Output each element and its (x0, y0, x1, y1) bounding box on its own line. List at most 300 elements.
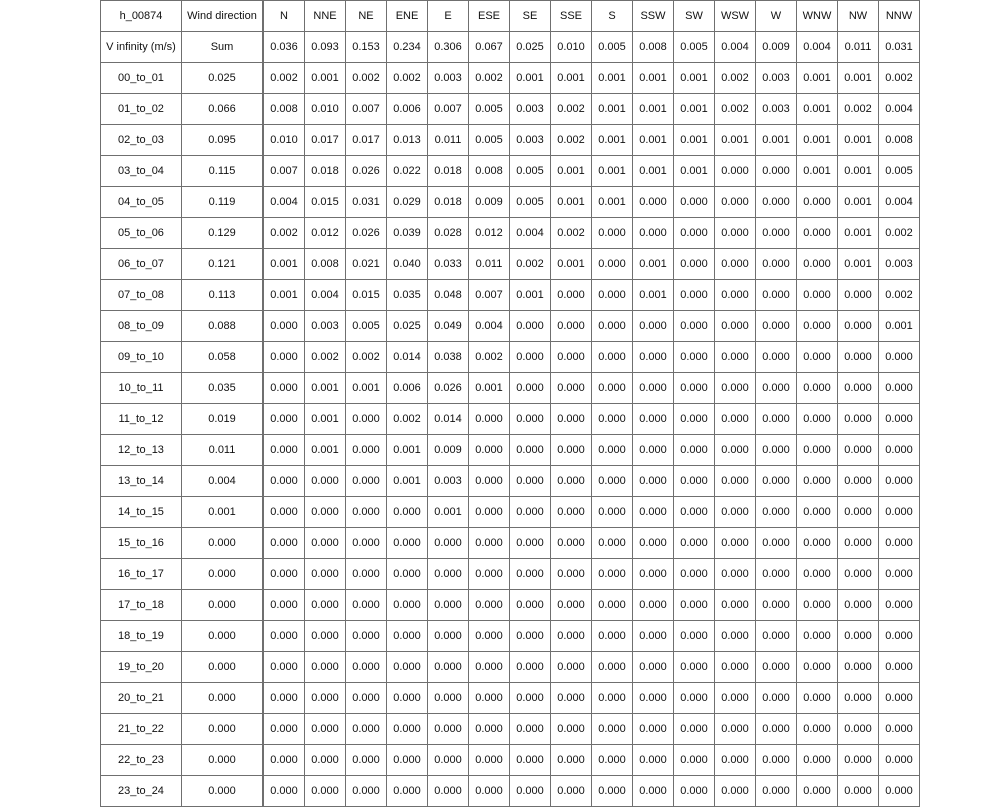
frequency-cell: 0.000 (592, 776, 633, 807)
frequency-cell: 0.000 (510, 528, 551, 559)
direction-sum: 0.153 (346, 32, 387, 63)
frequency-cell: 0.001 (838, 187, 879, 218)
frequency-cell: 0.000 (263, 590, 305, 621)
frequency-cell: 0.000 (715, 652, 756, 683)
frequency-cell: 0.000 (838, 342, 879, 373)
frequency-cell: 0.018 (305, 156, 346, 187)
frequency-cell: 0.000 (305, 652, 346, 683)
frequency-cell: 0.001 (305, 435, 346, 466)
frequency-cell: 0.003 (510, 125, 551, 156)
frequency-cell: 0.000 (387, 497, 428, 528)
frequency-cell: 0.000 (674, 528, 715, 559)
frequency-cell: 0.000 (715, 621, 756, 652)
frequency-cell: 0.000 (756, 652, 797, 683)
direction-heading-ne: NE (346, 1, 387, 32)
direction-sum: 0.005 (592, 32, 633, 63)
table-row (101, 342, 920, 373)
table-row (101, 125, 920, 156)
frequency-cell: 0.000 (633, 404, 674, 435)
frequency-cell: 0.000 (305, 745, 346, 776)
frequency-cell: 0.000 (510, 404, 551, 435)
frequency-cell: 0.001 (592, 156, 633, 187)
frequency-cell: 0.000 (263, 528, 305, 559)
frequency-cell: 0.000 (592, 590, 633, 621)
frequency-cell: 0.000 (551, 435, 592, 466)
frequency-cell: 0.000 (551, 559, 592, 590)
frequency-cell: 0.000 (838, 404, 879, 435)
frequency-cell: 0.000 (387, 683, 428, 714)
frequency-cell: 0.001 (797, 63, 838, 94)
frequency-cell: 0.000 (715, 714, 756, 745)
frequency-cell: 0.000 (756, 435, 797, 466)
frequency-cell: 0.000 (715, 683, 756, 714)
frequency-cell: 0.000 (469, 559, 510, 590)
direction-heading-sw: SW (674, 1, 715, 32)
speed-bin-label: 23_to_24 (101, 776, 182, 807)
frequency-cell: 0.000 (674, 187, 715, 218)
frequency-cell: 0.008 (263, 94, 305, 125)
frequency-cell: 0.000 (263, 342, 305, 373)
frequency-cell: 0.000 (797, 342, 838, 373)
speed-bin-label: 13_to_14 (101, 466, 182, 497)
frequency-cell: 0.001 (305, 404, 346, 435)
speed-bin-label: 12_to_13 (101, 435, 182, 466)
frequency-cell: 0.000 (879, 776, 920, 807)
frequency-cell: 0.000 (592, 714, 633, 745)
frequency-cell: 0.000 (510, 776, 551, 807)
frequency-cell: 0.000 (263, 745, 305, 776)
direction-sum: 0.025 (510, 32, 551, 63)
frequency-cell: 0.000 (715, 745, 756, 776)
frequency-cell: 0.000 (263, 466, 305, 497)
frequency-cell: 0.000 (551, 683, 592, 714)
frequency-cell: 0.000 (797, 218, 838, 249)
frequency-cell: 0.000 (797, 249, 838, 280)
frequency-cell: 0.000 (838, 745, 879, 776)
frequency-cell: 0.008 (469, 156, 510, 187)
frequency-cell: 0.000 (551, 342, 592, 373)
direction-sum: 0.010 (551, 32, 592, 63)
frequency-cell: 0.000 (387, 776, 428, 807)
frequency-cell: 0.000 (797, 435, 838, 466)
frequency-cell: 0.000 (756, 218, 797, 249)
frequency-cell: 0.000 (428, 776, 469, 807)
frequency-cell: 0.002 (551, 125, 592, 156)
direction-heading-ssw: SSW (633, 1, 674, 32)
frequency-cell: 0.000 (551, 404, 592, 435)
direction-heading-nw: NW (838, 1, 879, 32)
speed-bin-label: 15_to_16 (101, 528, 182, 559)
frequency-cell: 0.000 (715, 373, 756, 404)
frequency-cell: 0.000 (263, 652, 305, 683)
frequency-cell: 0.004 (305, 280, 346, 311)
frequency-cell: 0.001 (592, 94, 633, 125)
frequency-cell: 0.000 (469, 435, 510, 466)
frequency-cell: 0.000 (797, 528, 838, 559)
direction-heading-ese: ESE (469, 1, 510, 32)
frequency-cell: 0.000 (551, 652, 592, 683)
frequency-cell: 0.000 (346, 745, 387, 776)
table-row (101, 590, 920, 621)
frequency-cell: 0.010 (263, 125, 305, 156)
frequency-cell: 0.014 (387, 342, 428, 373)
frequency-cell: 0.000 (838, 559, 879, 590)
frequency-cell: 0.000 (633, 373, 674, 404)
table-row (101, 745, 920, 776)
frequency-cell: 0.000 (592, 683, 633, 714)
frequency-cell: 0.003 (305, 311, 346, 342)
frequency-cell: 0.000 (797, 280, 838, 311)
frequency-cell: 0.000 (305, 528, 346, 559)
frequency-cell: 0.000 (469, 652, 510, 683)
frequency-cell: 0.000 (756, 280, 797, 311)
frequency-cell: 0.004 (879, 94, 920, 125)
frequency-cell: 0.000 (510, 745, 551, 776)
frequency-cell: 0.029 (387, 187, 428, 218)
row-sum: 0.066 (182, 94, 264, 125)
row-sum: 0.025 (182, 63, 264, 94)
speed-bin-label: 02_to_03 (101, 125, 182, 156)
frequency-cell: 0.033 (428, 249, 469, 280)
frequency-cell: 0.000 (633, 745, 674, 776)
frequency-cell: 0.017 (346, 125, 387, 156)
corner-label: h_00874 (101, 1, 182, 32)
frequency-cell: 0.028 (428, 218, 469, 249)
frequency-cell: 0.000 (756, 559, 797, 590)
direction-sum: 0.004 (715, 32, 756, 63)
frequency-cell: 0.000 (551, 497, 592, 528)
frequency-cell: 0.004 (510, 218, 551, 249)
frequency-cell: 0.000 (592, 311, 633, 342)
frequency-cell: 0.040 (387, 249, 428, 280)
frequency-cell: 0.000 (469, 714, 510, 745)
frequency-cell: 0.000 (305, 590, 346, 621)
frequency-cell: 0.001 (715, 125, 756, 156)
frequency-cell: 0.000 (715, 342, 756, 373)
speed-bin-label: 00_to_01 (101, 63, 182, 94)
frequency-cell: 0.000 (510, 621, 551, 652)
frequency-cell: 0.000 (756, 342, 797, 373)
frequency-cell: 0.000 (633, 311, 674, 342)
table-row (101, 683, 920, 714)
frequency-cell: 0.000 (715, 466, 756, 497)
frequency-cell: 0.000 (387, 559, 428, 590)
direction-sum: 0.008 (633, 32, 674, 63)
frequency-cell: 0.000 (263, 714, 305, 745)
frequency-cell: 0.000 (469, 590, 510, 621)
table-row (101, 404, 920, 435)
frequency-cell: 0.014 (428, 404, 469, 435)
frequency-cell: 0.000 (551, 528, 592, 559)
frequency-cell: 0.001 (551, 187, 592, 218)
frequency-cell: 0.011 (469, 249, 510, 280)
frequency-cell: 0.000 (756, 404, 797, 435)
header-row (101, 1, 920, 32)
direction-heading-nnw: NNW (879, 1, 920, 32)
frequency-cell: 0.003 (756, 63, 797, 94)
frequency-cell: 0.012 (305, 218, 346, 249)
frequency-cell: 0.000 (674, 280, 715, 311)
frequency-cell: 0.000 (633, 528, 674, 559)
frequency-cell: 0.002 (715, 63, 756, 94)
frequency-cell: 0.000 (592, 373, 633, 404)
frequency-cell: 0.021 (346, 249, 387, 280)
frequency-cell: 0.000 (756, 249, 797, 280)
frequency-cell: 0.000 (592, 559, 633, 590)
speed-bin-label: 14_to_15 (101, 497, 182, 528)
frequency-cell: 0.000 (387, 528, 428, 559)
table-body (101, 1, 920, 807)
row-sum: 0.121 (182, 249, 264, 280)
frequency-cell: 0.000 (551, 311, 592, 342)
frequency-cell: 0.000 (797, 745, 838, 776)
frequency-cell: 0.000 (551, 280, 592, 311)
frequency-cell: 0.035 (387, 280, 428, 311)
frequency-cell: 0.000 (674, 466, 715, 497)
frequency-cell: 0.000 (592, 745, 633, 776)
frequency-cell: 0.008 (879, 125, 920, 156)
speed-bin-label: 18_to_19 (101, 621, 182, 652)
frequency-cell: 0.000 (387, 590, 428, 621)
frequency-cell: 0.001 (592, 187, 633, 218)
frequency-cell: 0.000 (797, 311, 838, 342)
frequency-cell: 0.000 (305, 683, 346, 714)
frequency-cell: 0.002 (305, 342, 346, 373)
table-row (101, 373, 920, 404)
frequency-cell: 0.002 (510, 249, 551, 280)
frequency-cell: 0.000 (797, 683, 838, 714)
frequency-cell: 0.000 (797, 373, 838, 404)
frequency-cell: 0.000 (592, 652, 633, 683)
direction-sum: 0.004 (797, 32, 838, 63)
frequency-cell: 0.000 (428, 683, 469, 714)
direction-heading-nne: NNE (305, 1, 346, 32)
frequency-cell: 0.000 (469, 404, 510, 435)
frequency-cell: 0.000 (674, 311, 715, 342)
frequency-cell: 0.000 (674, 621, 715, 652)
frequency-cell: 0.026 (346, 218, 387, 249)
frequency-cell: 0.000 (263, 776, 305, 807)
frequency-cell: 0.001 (838, 156, 879, 187)
frequency-cell: 0.000 (838, 373, 879, 404)
frequency-cell: 0.000 (838, 435, 879, 466)
frequency-cell: 0.001 (510, 280, 551, 311)
table-row (101, 249, 920, 280)
speed-header: V infinity (m/s) (101, 32, 182, 63)
speed-bin-label: 04_to_05 (101, 187, 182, 218)
frequency-cell: 0.001 (674, 125, 715, 156)
frequency-cell: 0.001 (551, 63, 592, 94)
frequency-cell: 0.001 (797, 125, 838, 156)
frequency-cell: 0.000 (592, 528, 633, 559)
frequency-cell: 0.000 (469, 683, 510, 714)
frequency-cell: 0.000 (346, 652, 387, 683)
frequency-cell: 0.000 (879, 404, 920, 435)
frequency-cell: 0.000 (715, 311, 756, 342)
frequency-cell: 0.000 (263, 559, 305, 590)
frequency-cell: 0.000 (838, 497, 879, 528)
frequency-cell: 0.001 (633, 63, 674, 94)
frequency-cell: 0.001 (674, 94, 715, 125)
frequency-cell: 0.000 (838, 311, 879, 342)
frequency-cell: 0.000 (592, 497, 633, 528)
table-row (101, 435, 920, 466)
frequency-cell: 0.000 (879, 714, 920, 745)
frequency-cell: 0.000 (715, 590, 756, 621)
frequency-cell: 0.000 (592, 621, 633, 652)
frequency-cell: 0.000 (346, 528, 387, 559)
row-sum: 0.113 (182, 280, 264, 311)
frequency-cell: 0.000 (756, 187, 797, 218)
frequency-cell: 0.000 (510, 559, 551, 590)
frequency-cell: 0.000 (633, 342, 674, 373)
frequency-cell: 0.000 (756, 776, 797, 807)
frequency-cell: 0.000 (510, 373, 551, 404)
frequency-cell: 0.000 (879, 621, 920, 652)
frequency-cell: 0.002 (879, 218, 920, 249)
frequency-cell: 0.000 (879, 559, 920, 590)
frequency-cell: 0.000 (263, 404, 305, 435)
frequency-cell: 0.009 (469, 187, 510, 218)
frequency-cell: 0.000 (838, 714, 879, 745)
frequency-cell: 0.000 (428, 714, 469, 745)
speed-bin-label: 01_to_02 (101, 94, 182, 125)
frequency-cell: 0.011 (428, 125, 469, 156)
frequency-cell: 0.000 (838, 776, 879, 807)
frequency-cell: 0.000 (756, 683, 797, 714)
frequency-cell: 0.000 (797, 714, 838, 745)
frequency-cell: 0.000 (674, 745, 715, 776)
frequency-cell: 0.001 (510, 63, 551, 94)
frequency-cell: 0.000 (510, 683, 551, 714)
frequency-cell: 0.000 (674, 590, 715, 621)
frequency-cell: 0.001 (387, 466, 428, 497)
row-sum: 0.019 (182, 404, 264, 435)
row-sum: 0.095 (182, 125, 264, 156)
frequency-cell: 0.015 (305, 187, 346, 218)
frequency-cell: 0.000 (674, 683, 715, 714)
row-sum: 0.058 (182, 342, 264, 373)
frequency-cell: 0.000 (510, 311, 551, 342)
frequency-cell: 0.000 (469, 621, 510, 652)
frequency-cell: 0.000 (674, 776, 715, 807)
table-row (101, 714, 920, 745)
frequency-cell: 0.002 (387, 404, 428, 435)
direction-sum: 0.036 (263, 32, 305, 63)
frequency-cell: 0.000 (387, 621, 428, 652)
frequency-cell: 0.026 (346, 156, 387, 187)
row-sum: 0.000 (182, 683, 264, 714)
frequency-cell: 0.000 (510, 466, 551, 497)
frequency-cell: 0.001 (305, 63, 346, 94)
direction-sum: 0.093 (305, 32, 346, 63)
frequency-cell: 0.000 (551, 745, 592, 776)
frequency-cell: 0.018 (428, 187, 469, 218)
frequency-cell: 0.000 (633, 218, 674, 249)
direction-sum: 0.011 (838, 32, 879, 63)
frequency-cell: 0.000 (674, 652, 715, 683)
frequency-cell: 0.000 (263, 311, 305, 342)
frequency-cell: 0.000 (469, 745, 510, 776)
frequency-cell: 0.000 (305, 466, 346, 497)
frequency-cell: 0.000 (715, 559, 756, 590)
frequency-cell: 0.000 (263, 621, 305, 652)
frequency-cell: 0.005 (346, 311, 387, 342)
frequency-cell: 0.000 (756, 373, 797, 404)
frequency-cell: 0.000 (715, 280, 756, 311)
frequency-cell: 0.000 (346, 466, 387, 497)
row-sum: 0.000 (182, 528, 264, 559)
sum-row (101, 32, 920, 63)
frequency-cell: 0.001 (674, 63, 715, 94)
frequency-cell: 0.000 (263, 497, 305, 528)
speed-bin-label: 22_to_23 (101, 745, 182, 776)
frequency-cell: 0.000 (715, 218, 756, 249)
frequency-cell: 0.000 (715, 435, 756, 466)
frequency-cell: 0.000 (428, 528, 469, 559)
frequency-cell: 0.000 (879, 745, 920, 776)
speed-bin-label: 21_to_22 (101, 714, 182, 745)
frequency-cell: 0.000 (674, 497, 715, 528)
frequency-cell: 0.000 (510, 714, 551, 745)
frequency-cell: 0.001 (428, 497, 469, 528)
frequency-cell: 0.000 (879, 373, 920, 404)
frequency-cell: 0.000 (428, 652, 469, 683)
frequency-cell: 0.000 (346, 776, 387, 807)
frequency-cell: 0.000 (797, 776, 838, 807)
frequency-cell: 0.001 (838, 249, 879, 280)
frequency-cell: 0.000 (510, 435, 551, 466)
wind-frequency-table (100, 0, 920, 807)
direction-sum: 0.009 (756, 32, 797, 63)
speed-bin-label: 17_to_18 (101, 590, 182, 621)
frequency-cell: 0.002 (879, 280, 920, 311)
frequency-cell: 0.000 (633, 776, 674, 807)
frequency-cell: 0.000 (551, 373, 592, 404)
frequency-cell: 0.000 (674, 559, 715, 590)
frequency-cell: 0.004 (263, 187, 305, 218)
frequency-cell: 0.013 (387, 125, 428, 156)
frequency-cell: 0.000 (633, 652, 674, 683)
frequency-cell: 0.000 (592, 342, 633, 373)
direction-sum: 0.031 (879, 32, 920, 63)
frequency-cell: 0.003 (879, 249, 920, 280)
frequency-cell: 0.000 (592, 218, 633, 249)
speed-bin-label: 09_to_10 (101, 342, 182, 373)
row-sum: 0.000 (182, 745, 264, 776)
frequency-cell: 0.017 (305, 125, 346, 156)
frequency-cell: 0.001 (263, 249, 305, 280)
frequency-cell: 0.000 (592, 280, 633, 311)
frequency-cell: 0.000 (797, 404, 838, 435)
frequency-cell: 0.000 (551, 590, 592, 621)
frequency-cell: 0.000 (305, 559, 346, 590)
speed-bin-label: 06_to_07 (101, 249, 182, 280)
frequency-cell: 0.001 (305, 373, 346, 404)
frequency-cell: 0.000 (756, 156, 797, 187)
frequency-cell: 0.001 (263, 280, 305, 311)
direction-heading-wnw: WNW (797, 1, 838, 32)
frequency-cell: 0.005 (879, 156, 920, 187)
frequency-cell: 0.048 (428, 280, 469, 311)
frequency-cell: 0.001 (633, 249, 674, 280)
frequency-cell: 0.002 (551, 94, 592, 125)
frequency-cell: 0.002 (551, 218, 592, 249)
row-sum: 0.000 (182, 714, 264, 745)
frequency-cell: 0.000 (633, 497, 674, 528)
table-row (101, 187, 920, 218)
direction-sum: 0.234 (387, 32, 428, 63)
